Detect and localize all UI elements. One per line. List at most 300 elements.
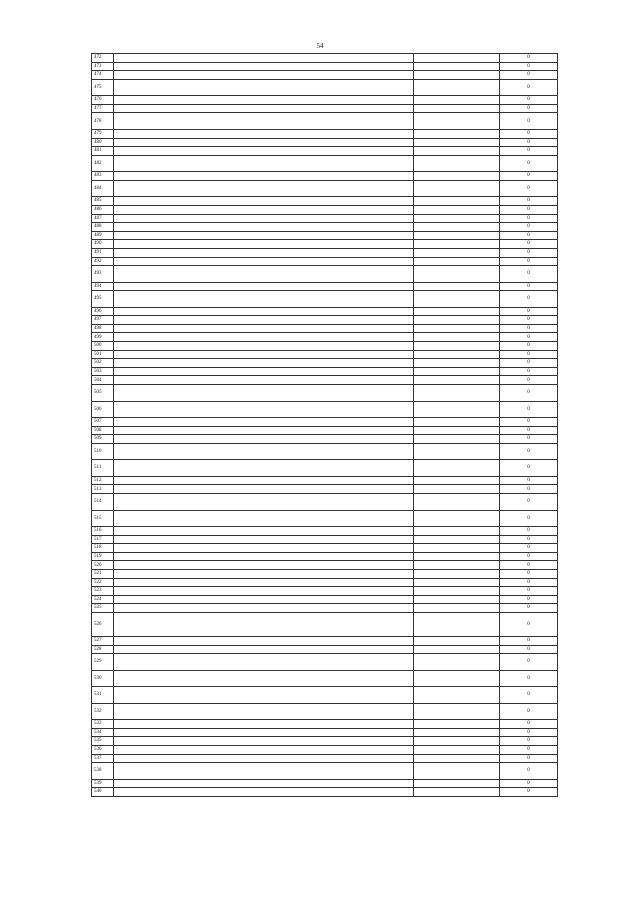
row-code-cell xyxy=(414,476,500,485)
row-description-cell xyxy=(114,129,414,138)
row-number-cell: 494 xyxy=(92,282,114,291)
table-row xyxy=(92,172,558,181)
row-number-cell: 500 xyxy=(92,342,114,351)
table-row xyxy=(92,720,558,729)
row-code-cell xyxy=(414,282,500,291)
row-number-cell: 521 xyxy=(92,569,114,578)
row-number-cell: 540 xyxy=(92,788,114,797)
table-row xyxy=(92,291,558,308)
row-description-cell xyxy=(114,443,414,460)
table-row xyxy=(92,426,558,435)
table-row xyxy=(92,670,558,687)
row-value-cell: 0 xyxy=(500,779,558,788)
row-description-cell xyxy=(114,779,414,788)
row-code-cell xyxy=(414,703,500,720)
row-value-cell: 0 xyxy=(500,754,558,763)
row-code-cell xyxy=(414,155,500,172)
row-description-cell xyxy=(114,231,414,240)
row-description-cell xyxy=(114,324,414,333)
row-value-cell: 0 xyxy=(500,612,558,636)
row-number-cell: 477 xyxy=(92,104,114,113)
row-code-cell xyxy=(414,561,500,570)
row-value-cell: 0 xyxy=(500,96,558,105)
row-description-cell xyxy=(114,214,414,223)
row-code-cell xyxy=(414,266,500,283)
table-row xyxy=(92,282,558,291)
table-row xyxy=(92,687,558,704)
row-code-cell xyxy=(414,654,500,671)
row-number-cell: 506 xyxy=(92,401,114,418)
row-value-cell: 0 xyxy=(500,248,558,257)
row-code-cell xyxy=(414,376,500,385)
table-row xyxy=(92,54,558,63)
row-description-cell xyxy=(114,788,414,797)
row-number-cell: 485 xyxy=(92,197,114,206)
row-value-cell: 0 xyxy=(500,79,558,96)
row-value-cell: 0 xyxy=(500,595,558,604)
table-row xyxy=(92,367,558,376)
row-number-cell: 492 xyxy=(92,257,114,266)
row-description-cell xyxy=(114,316,414,325)
row-code-cell xyxy=(414,172,500,181)
row-description-cell xyxy=(114,71,414,80)
row-value-cell: 0 xyxy=(500,401,558,418)
row-number-cell: 528 xyxy=(92,645,114,654)
row-code-cell xyxy=(414,435,500,444)
table-row xyxy=(92,214,558,223)
row-description-cell xyxy=(114,460,414,477)
row-number-cell: 476 xyxy=(92,96,114,105)
row-number-cell: 536 xyxy=(92,745,114,754)
row-description-cell xyxy=(114,544,414,553)
row-number-cell: 498 xyxy=(92,324,114,333)
table-row xyxy=(92,612,558,636)
table-row xyxy=(92,240,558,249)
row-number-cell: 497 xyxy=(92,316,114,325)
row-number-cell: 537 xyxy=(92,754,114,763)
table-row xyxy=(92,595,558,604)
row-number-cell: 534 xyxy=(92,728,114,737)
row-value-cell: 0 xyxy=(500,569,558,578)
table-row xyxy=(92,763,558,780)
row-description-cell xyxy=(114,359,414,368)
row-number-cell: 483 xyxy=(92,172,114,181)
row-value-cell: 0 xyxy=(500,71,558,80)
row-number-cell: 513 xyxy=(92,485,114,494)
row-code-cell xyxy=(414,670,500,687)
row-value-cell: 0 xyxy=(500,138,558,147)
table-row xyxy=(92,180,558,197)
row-code-cell xyxy=(414,257,500,266)
row-code-cell xyxy=(414,595,500,604)
row-description-cell xyxy=(114,385,414,402)
row-description-cell xyxy=(114,248,414,257)
row-code-cell xyxy=(414,223,500,232)
row-code-cell xyxy=(414,138,500,147)
table-row xyxy=(92,79,558,96)
row-description-cell xyxy=(114,561,414,570)
table-row xyxy=(92,645,558,654)
row-code-cell xyxy=(414,79,500,96)
row-description-cell xyxy=(114,535,414,544)
table-row xyxy=(92,418,558,427)
row-number-cell: 491 xyxy=(92,248,114,257)
row-number-cell: 475 xyxy=(92,79,114,96)
row-value-cell: 0 xyxy=(500,745,558,754)
row-description-cell xyxy=(114,155,414,172)
row-value-cell: 0 xyxy=(500,636,558,645)
row-code-cell xyxy=(414,418,500,427)
row-description-cell xyxy=(114,307,414,316)
table-row xyxy=(92,96,558,105)
row-code-cell xyxy=(414,636,500,645)
row-value-cell: 0 xyxy=(500,435,558,444)
row-description-cell xyxy=(114,96,414,105)
row-value-cell: 0 xyxy=(500,223,558,232)
row-value-cell: 0 xyxy=(500,788,558,797)
table-row xyxy=(92,401,558,418)
row-value-cell: 0 xyxy=(500,324,558,333)
row-code-cell xyxy=(414,544,500,553)
row-code-cell xyxy=(414,350,500,359)
row-description-cell xyxy=(114,587,414,596)
row-code-cell xyxy=(414,113,500,130)
row-code-cell xyxy=(414,147,500,156)
row-description-cell xyxy=(114,291,414,308)
row-value-cell: 0 xyxy=(500,561,558,570)
row-value-cell: 0 xyxy=(500,587,558,596)
table-row xyxy=(92,307,558,316)
row-code-cell xyxy=(414,527,500,536)
row-code-cell xyxy=(414,96,500,105)
row-value-cell: 0 xyxy=(500,350,558,359)
row-description-cell xyxy=(114,418,414,427)
row-description-cell xyxy=(114,172,414,181)
table-row xyxy=(92,476,558,485)
row-number-cell: 499 xyxy=(92,333,114,342)
table-row xyxy=(92,779,558,788)
row-number-cell: 479 xyxy=(92,129,114,138)
row-value-cell: 0 xyxy=(500,172,558,181)
row-number-cell: 472 xyxy=(92,54,114,63)
table-row xyxy=(92,138,558,147)
row-value-cell: 0 xyxy=(500,654,558,671)
row-description-cell xyxy=(114,401,414,418)
row-description-cell xyxy=(114,266,414,283)
row-value-cell: 0 xyxy=(500,763,558,780)
row-code-cell xyxy=(414,342,500,351)
waste-classification-table xyxy=(91,53,558,797)
row-number-cell: 518 xyxy=(92,544,114,553)
row-value-cell: 0 xyxy=(500,197,558,206)
row-code-cell xyxy=(414,180,500,197)
row-value-cell: 0 xyxy=(500,205,558,214)
table-row xyxy=(92,324,558,333)
table-row xyxy=(92,703,558,720)
row-value-cell: 0 xyxy=(500,418,558,427)
row-number-cell: 482 xyxy=(92,155,114,172)
row-number-cell: 530 xyxy=(92,670,114,687)
table-row xyxy=(92,587,558,596)
table-row xyxy=(92,510,558,527)
row-number-cell: 493 xyxy=(92,266,114,283)
row-number-cell: 520 xyxy=(92,561,114,570)
row-number-cell: 481 xyxy=(92,147,114,156)
row-code-cell xyxy=(414,248,500,257)
table-row xyxy=(92,636,558,645)
row-value-cell: 0 xyxy=(500,670,558,687)
row-number-cell: 512 xyxy=(92,476,114,485)
row-description-cell xyxy=(114,687,414,704)
row-code-cell xyxy=(414,485,500,494)
row-number-cell: 532 xyxy=(92,703,114,720)
row-value-cell: 0 xyxy=(500,62,558,71)
table-row xyxy=(92,494,558,511)
row-description-cell xyxy=(114,636,414,645)
table-row xyxy=(92,205,558,214)
row-number-cell: 522 xyxy=(92,578,114,587)
row-number-cell: 496 xyxy=(92,307,114,316)
row-value-cell: 0 xyxy=(500,359,558,368)
table-row xyxy=(92,129,558,138)
row-number-cell: 502 xyxy=(92,359,114,368)
table-row xyxy=(92,113,558,130)
row-number-cell: 531 xyxy=(92,687,114,704)
row-number-cell: 539 xyxy=(92,779,114,788)
table-row xyxy=(92,350,558,359)
row-value-cell: 0 xyxy=(500,147,558,156)
table-row xyxy=(92,460,558,477)
row-value-cell: 0 xyxy=(500,604,558,613)
row-value-cell: 0 xyxy=(500,155,558,172)
row-value-cell: 0 xyxy=(500,460,558,477)
row-code-cell xyxy=(414,745,500,754)
row-code-cell xyxy=(414,307,500,316)
table-row xyxy=(92,359,558,368)
row-description-cell xyxy=(114,654,414,671)
row-code-cell xyxy=(414,104,500,113)
table-row xyxy=(92,376,558,385)
row-value-cell: 0 xyxy=(500,266,558,283)
row-code-cell xyxy=(414,367,500,376)
page-number: 54 xyxy=(316,42,324,50)
row-description-cell xyxy=(114,720,414,729)
table-row xyxy=(92,737,558,746)
row-code-cell xyxy=(414,385,500,402)
row-description-cell xyxy=(114,138,414,147)
row-number-cell: 480 xyxy=(92,138,114,147)
row-value-cell: 0 xyxy=(500,376,558,385)
row-number-cell: 519 xyxy=(92,552,114,561)
row-code-cell xyxy=(414,578,500,587)
row-value-cell: 0 xyxy=(500,104,558,113)
row-value-cell: 0 xyxy=(500,645,558,654)
row-code-cell xyxy=(414,401,500,418)
row-number-cell: 523 xyxy=(92,587,114,596)
row-code-cell xyxy=(414,510,500,527)
table-row xyxy=(92,231,558,240)
row-description-cell xyxy=(114,180,414,197)
row-description-cell xyxy=(114,376,414,385)
table-row xyxy=(92,745,558,754)
row-value-cell: 0 xyxy=(500,282,558,291)
row-code-cell xyxy=(414,359,500,368)
row-value-cell: 0 xyxy=(500,333,558,342)
row-code-cell xyxy=(414,763,500,780)
row-number-cell: 525 xyxy=(92,604,114,613)
row-code-cell xyxy=(414,728,500,737)
row-description-cell xyxy=(114,527,414,536)
row-value-cell: 0 xyxy=(500,720,558,729)
table-row xyxy=(92,561,558,570)
row-number-cell: 527 xyxy=(92,636,114,645)
row-value-cell: 0 xyxy=(500,180,558,197)
table-row xyxy=(92,435,558,444)
row-number-cell: 473 xyxy=(92,62,114,71)
row-description-cell xyxy=(114,728,414,737)
row-number-cell: 510 xyxy=(92,443,114,460)
table-row xyxy=(92,728,558,737)
table-row xyxy=(92,257,558,266)
table-row xyxy=(92,266,558,283)
table-row xyxy=(92,333,558,342)
row-value-cell: 0 xyxy=(500,385,558,402)
row-description-cell xyxy=(114,54,414,63)
row-number-cell: 529 xyxy=(92,654,114,671)
row-description-cell xyxy=(114,367,414,376)
row-number-cell: 509 xyxy=(92,435,114,444)
table-row xyxy=(92,788,558,797)
row-code-cell xyxy=(414,231,500,240)
row-description-cell xyxy=(114,569,414,578)
row-code-cell xyxy=(414,316,500,325)
row-code-cell xyxy=(414,645,500,654)
row-value-cell: 0 xyxy=(500,54,558,63)
row-code-cell xyxy=(414,291,500,308)
row-description-cell xyxy=(114,763,414,780)
row-value-cell: 0 xyxy=(500,476,558,485)
row-value-cell: 0 xyxy=(500,443,558,460)
row-code-cell xyxy=(414,494,500,511)
table-row xyxy=(92,552,558,561)
table-row xyxy=(92,147,558,156)
row-description-cell xyxy=(114,205,414,214)
table-row xyxy=(92,155,558,172)
row-description-cell xyxy=(114,745,414,754)
row-code-cell xyxy=(414,240,500,249)
row-code-cell xyxy=(414,604,500,613)
row-number-cell: 487 xyxy=(92,214,114,223)
row-number-cell: 489 xyxy=(92,231,114,240)
row-value-cell: 0 xyxy=(500,231,558,240)
row-description-cell xyxy=(114,104,414,113)
row-number-cell: 484 xyxy=(92,180,114,197)
table-row xyxy=(92,62,558,71)
row-description-cell xyxy=(114,510,414,527)
row-description-cell xyxy=(114,79,414,96)
row-number-cell: 526 xyxy=(92,612,114,636)
row-description-cell xyxy=(114,333,414,342)
row-number-cell: 517 xyxy=(92,535,114,544)
row-description-cell xyxy=(114,552,414,561)
row-value-cell: 0 xyxy=(500,510,558,527)
row-description-cell xyxy=(114,612,414,636)
row-number-cell: 486 xyxy=(92,205,114,214)
row-description-cell xyxy=(114,737,414,746)
row-value-cell: 0 xyxy=(500,316,558,325)
table-row xyxy=(92,654,558,671)
row-code-cell xyxy=(414,569,500,578)
table-row xyxy=(92,223,558,232)
row-value-cell: 0 xyxy=(500,703,558,720)
row-code-cell xyxy=(414,460,500,477)
row-code-cell xyxy=(414,129,500,138)
row-number-cell: 478 xyxy=(92,113,114,130)
row-number-cell: 490 xyxy=(92,240,114,249)
table-row xyxy=(92,604,558,613)
row-code-cell xyxy=(414,720,500,729)
row-number-cell: 515 xyxy=(92,510,114,527)
row-description-cell xyxy=(114,257,414,266)
row-value-cell: 0 xyxy=(500,240,558,249)
row-number-cell: 508 xyxy=(92,426,114,435)
row-description-cell xyxy=(114,578,414,587)
table-row xyxy=(92,104,558,113)
row-number-cell: 511 xyxy=(92,460,114,477)
row-value-cell: 0 xyxy=(500,578,558,587)
row-value-cell: 0 xyxy=(500,291,558,308)
table-row xyxy=(92,754,558,763)
row-value-cell: 0 xyxy=(500,494,558,511)
row-description-cell xyxy=(114,113,414,130)
row-number-cell: 488 xyxy=(92,223,114,232)
row-description-cell xyxy=(114,670,414,687)
row-number-cell: 505 xyxy=(92,385,114,402)
row-number-cell: 524 xyxy=(92,595,114,604)
row-description-cell xyxy=(114,197,414,206)
table-row xyxy=(92,342,558,351)
row-value-cell: 0 xyxy=(500,485,558,494)
row-code-cell xyxy=(414,788,500,797)
row-number-cell: 504 xyxy=(92,376,114,385)
row-description-cell xyxy=(114,342,414,351)
row-value-cell: 0 xyxy=(500,535,558,544)
table-row xyxy=(92,578,558,587)
row-value-cell: 0 xyxy=(500,687,558,704)
row-value-cell: 0 xyxy=(500,214,558,223)
row-code-cell xyxy=(414,324,500,333)
row-code-cell xyxy=(414,612,500,636)
row-description-cell xyxy=(114,240,414,249)
row-description-cell xyxy=(114,350,414,359)
row-code-cell xyxy=(414,333,500,342)
row-code-cell xyxy=(414,62,500,71)
row-code-cell xyxy=(414,687,500,704)
row-code-cell xyxy=(414,779,500,788)
row-value-cell: 0 xyxy=(500,544,558,553)
table-row xyxy=(92,316,558,325)
row-value-cell: 0 xyxy=(500,737,558,746)
row-description-cell xyxy=(114,426,414,435)
row-number-cell: 516 xyxy=(92,527,114,536)
row-code-cell xyxy=(414,587,500,596)
row-code-cell xyxy=(414,214,500,223)
row-description-cell xyxy=(114,62,414,71)
row-code-cell xyxy=(414,754,500,763)
row-description-cell xyxy=(114,476,414,485)
row-description-cell xyxy=(114,703,414,720)
row-code-cell xyxy=(414,197,500,206)
